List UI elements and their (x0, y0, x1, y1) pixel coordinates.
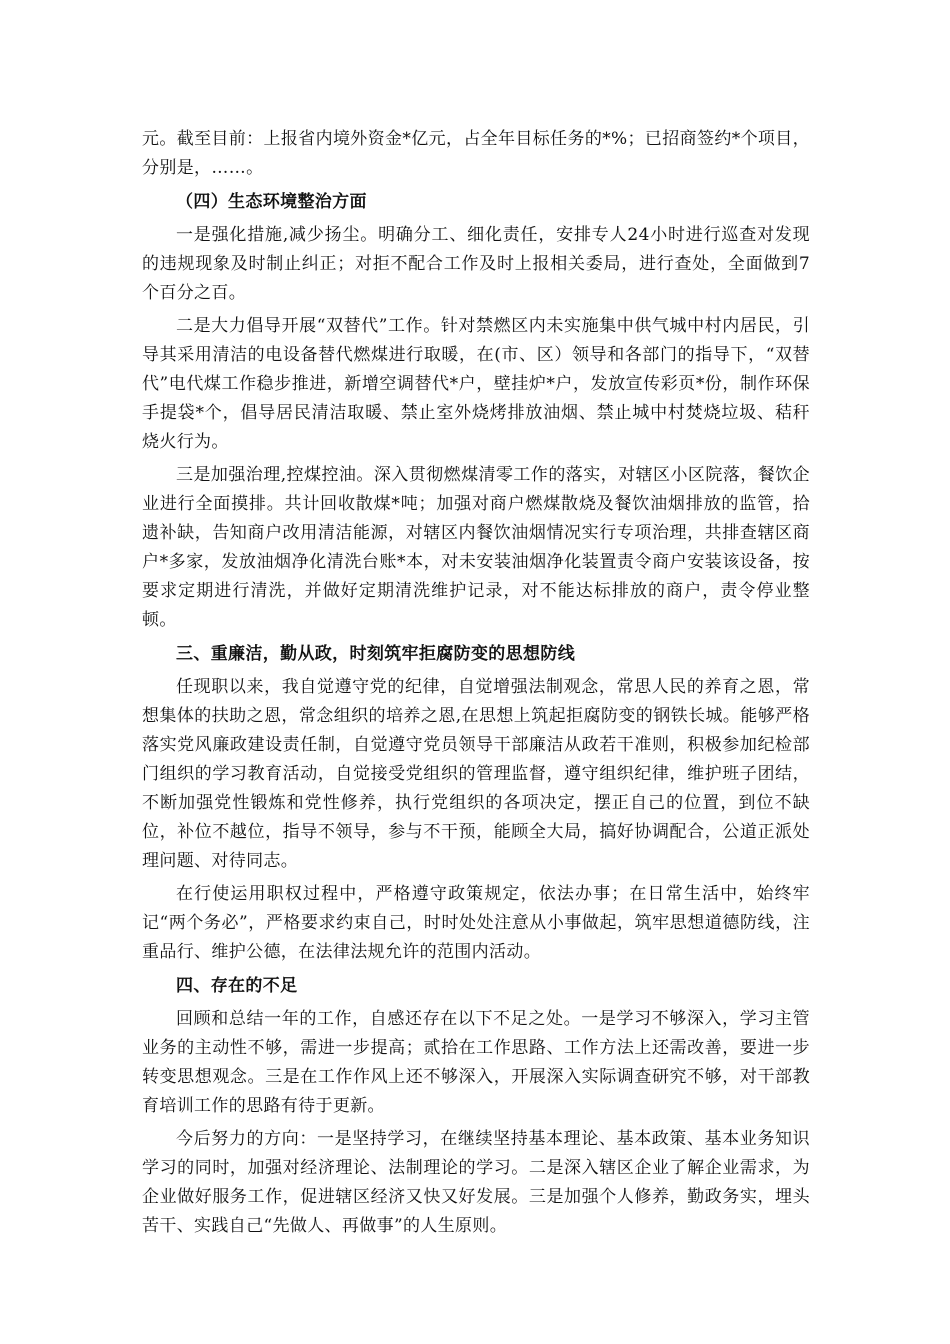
intro-tail-paragraph: 元。截至目前：上报省内境外资金*亿元，占全年目标任务的*%；已招商签约*个项目，分别是，……。 (142, 129, 810, 178)
document-page (142, 125, 810, 1241)
integrity-paragraph-2: 在行使运用职权过程中，严格遵守政策规定，依法办事；在日常生活中，始终牢记“两个务必”，严格要求约束自己，时时处处注意从小事做起，筑牢思想道德防线，注重品行、维护公德，在法律法规允许的范围内活动。 (142, 884, 810, 962)
eco-section-heading: （四）生态环境整治方面 (176, 192, 367, 212)
future-direction-paragraph: 今后努力的方向：一是坚持学习，在继续坚持基本理论、基本政策、基本业务知识学习的同时，加强对经济理论、法制理论的学习。二是深入辖区企业了解企业需求，为企业做好服务工作，促进辖区经济又快又好发展。三是加强个人修养，勤政务实，埋头苦干、实践自己“先做人、再做事”的人生原则。 (142, 1129, 810, 1236)
shortcomings-section-heading: 四、存在的不足 (176, 976, 298, 996)
integrity-section-heading: 三、重廉洁，勤从政，时刻筑牢拒腐防变的思想防线 (176, 644, 576, 664)
eco-paragraph-1: 一是强化措施,减少扬尘。明确分工、细化责任，安排专人24小时进行巡查对发现的违规现象及时制止纠正；对拒不配合工作及时上报相关委局，进行查处，全面做到7个百分之百。 (142, 225, 810, 303)
integrity-paragraph-1: 任现职以来，我自觉遵守党的纪律，自觉增强法制观念，常思人民的养育之恩，常想集体的扶助之恩，常念组织的培养之恩,在思想上筑起拒腐防变的钢铁长城。能够严格落实党风廉政建设责任制，自觉遵守党员领导干部廉洁从政若干准则，积极参加纪检部门组织的学习教育活动，自觉接受党组织的管理监督，遵守组织纪律，维护班子团结，不断加强党性锻炼和党性修养，执行党组织的各项决定，摆正自己的位置，到位不缺位，补位不越位，指导不领导，参与不干预，能顾全大局，搞好协调配合，公道正派处理问题、对待同志。 (142, 677, 810, 871)
eco-paragraph-3: 三是加强治理,控煤控油。深入贯彻燃煤清零工作的落实，对辖区小区院落，餐饮企业进行全面摸排。共计回收散煤*吨；加强对商户燃煤散烧及餐饮油烟排放的监管，拾遗补缺，告知商户改用清洁能源，对辖区内餐饮油烟情况实行专项治理，共排查辖区商户*多家，发放油烟净化清洗台账*本，对未安装油烟净化装置责令商户安装该设备，按要求定期进行清洗，并做好定期清洗维护记录，对不能达标排放的商户，责令停业整顿。 (142, 465, 810, 630)
eco-paragraph-2: 二是大力倡导开展“双替代”工作。针对禁燃区内未实施集中供气城中村内居民，引导其采用清洁的电设备替代燃煤进行取暖，在(市、区）领导和各部门的指导下，“双替代”电代煤工作稳步推进，新增空调替代*户，壁挂炉*户，发放宣传彩页*份，制作环保手提袋*个，倡导居民清洁取暖、禁止室外烧烤排放油烟、禁止城中村焚烧垃圾、秸秆烧火行为。 (142, 316, 810, 452)
shortcomings-paragraph-1: 回顾和总结一年的工作，自感还存在以下不足之处。一是学习不够深入，学习主管业务的主动性不够，需进一步提高；贰拾在工作思路、工作方法上还需改善，要进一步转变思想观念。三是在工作作风上还不够深入，开展深入实际调查研究不够，对干部教育培训工作的思路有待于更新。 (142, 1009, 810, 1116)
